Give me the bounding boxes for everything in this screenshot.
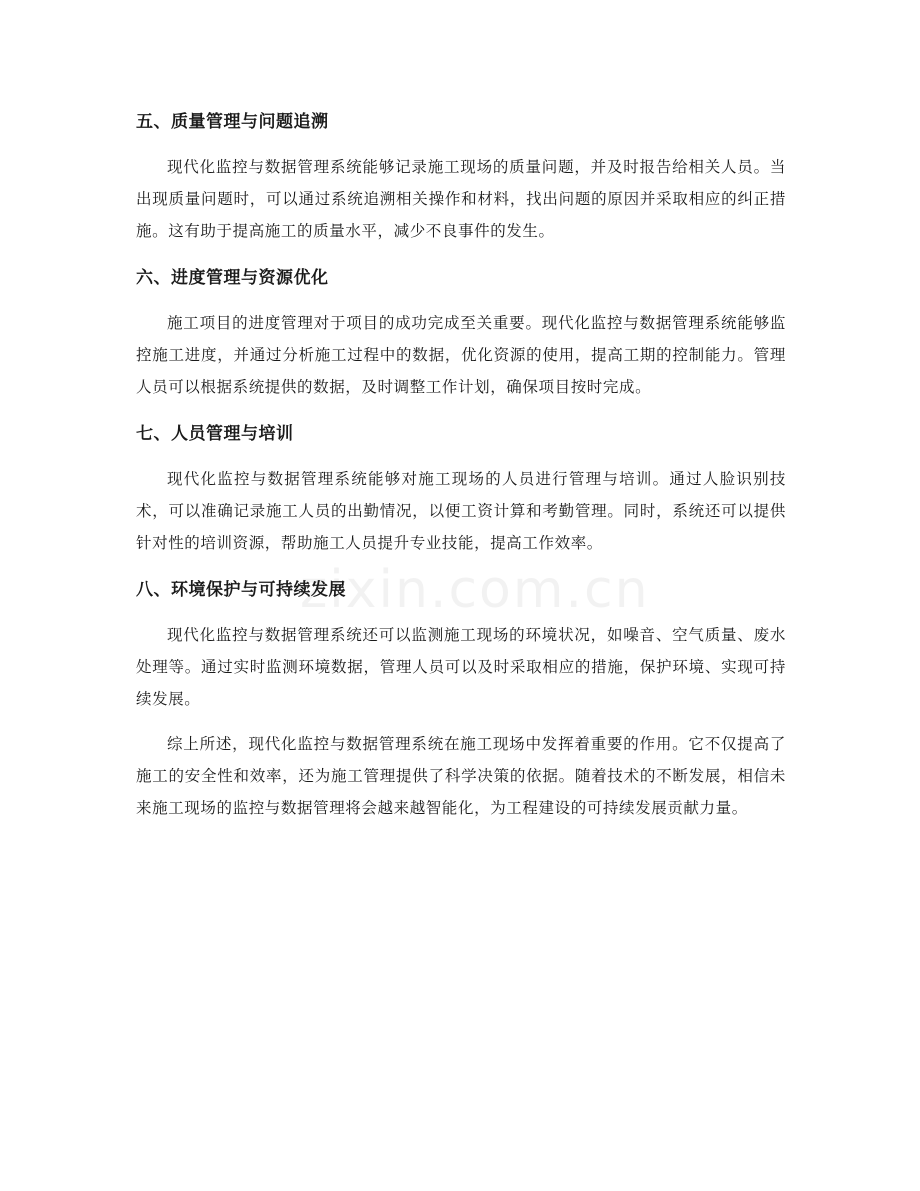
paragraph: 现代化监控与数据管理系统能够对施工现场的人员进行管理与培训。通过人脸识别技术，可以准确记录施工人员的出勤情况，以便工资计算和考勤管理。同时，系统还可以提供针对性的培训资源，帮助施工人员提升专业技能，提高工作效率。: [136, 470, 786, 552]
section-title: 六、进度管理与资源优化: [136, 268, 329, 288]
section-quality-management: [136, 104, 786, 247]
paragraph-conclusion: 综上所述，现代化监控与数据管理系统在施工现场中发挥着重要的作用。它不仅提高了施工的安全性和效率，还为施工管理提供了科学决策的依据。随着技术的不断发展，相信未来施工现场的监控与数据管理将会越来越智能化，为工程建设的可持续发展贡献力量。: [136, 735, 786, 817]
section-title: 五、质量管理与问题追溯: [136, 112, 329, 132]
section-environment-protection: [136, 572, 786, 824]
document-body: [136, 104, 786, 837]
paragraph: 现代化监控与数据管理系统还可以监测施工现场的环境状况，如噪音、空气质量、废水处理等。通过实时监测环境数据，管理人员可以及时采取相应的措施，保护环境、实现可持续发展。: [136, 626, 786, 708]
section-title: 八、环境保护与可持续发展: [136, 580, 346, 600]
watermark: zixin.com.cn: [300, 560, 650, 620]
paragraph: 施工项目的进度管理对于项目的成功完成至关重要。现代化监控与数据管理系统能够监控施工进度，并通过分析施工过程中的数据，优化资源的使用，提高工期的控制能力。管理人员可以根据系统提供的数据，及时调整工作计划，确保项目按时完成。: [136, 314, 786, 396]
section-personnel-management: [136, 416, 786, 559]
section-progress-management: [136, 260, 786, 403]
section-title: 七、人员管理与培训: [136, 424, 294, 444]
paragraph: 现代化监控与数据管理系统能够记录施工现场的质量问题，并及时报告给相关人员。当出现质量问题时，可以通过系统追溯相关操作和材料，找出问题的原因并采取相应的纠正措施。这有助于提高施工的质量水平，减少不良事件的发生。: [136, 158, 786, 240]
